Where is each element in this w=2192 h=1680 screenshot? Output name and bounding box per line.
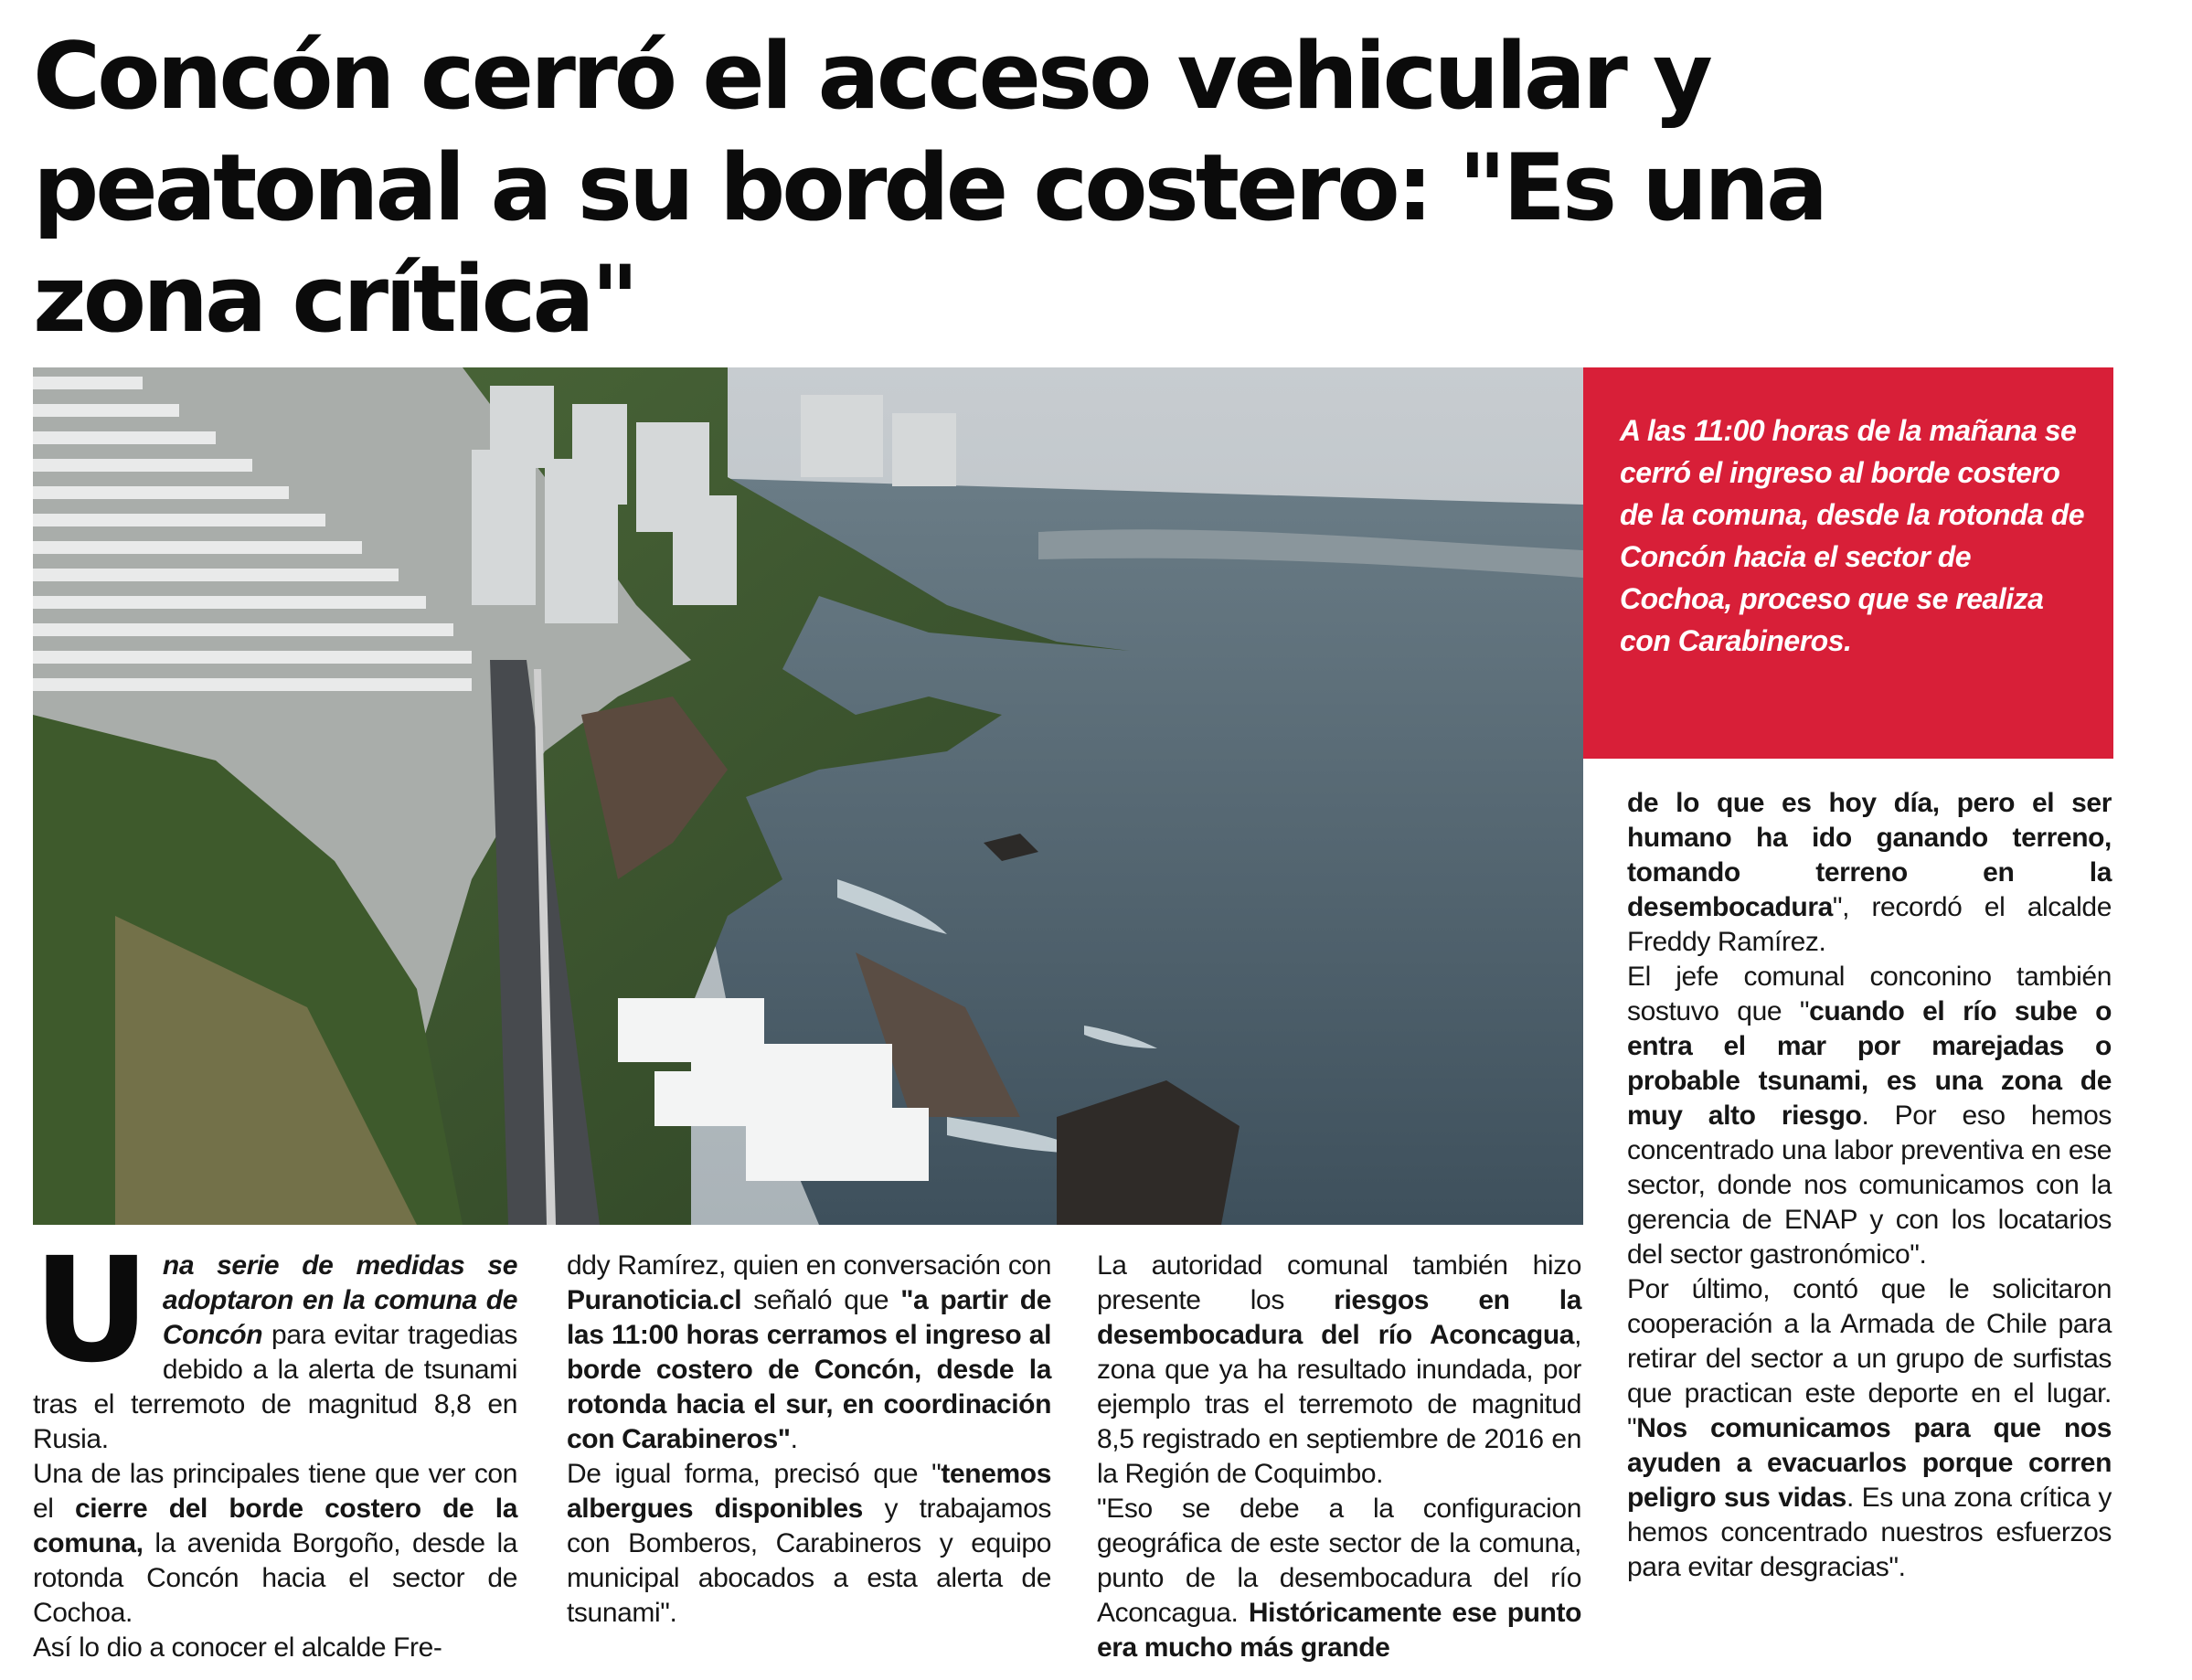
text-run: señaló que bbox=[741, 1285, 901, 1315]
coastal-photo-icon bbox=[33, 367, 1583, 1225]
bold-phrase: cuando el río sube o entra el mar por marejadas o probable tsunami, es una zona de muy alto riesgo bbox=[1627, 996, 2112, 1131]
bold-phrase: Nos comunicamos para que nos ayuden a evacuarlos porque corren peligro sus vidas bbox=[1627, 1413, 2112, 1513]
paragraph bbox=[33, 1631, 517, 1665]
paragraph bbox=[1097, 1492, 1581, 1665]
highlight-box bbox=[1583, 367, 2113, 759]
highlight-text: A las 11:00 horas de la mañana se cerró el ingreso al borde costero de la comuna, desde la rotonda de Concón hacia el sector de Cochoa, proceso que se realiza con Carabineros. bbox=[1620, 414, 2085, 657]
paragraph bbox=[33, 1457, 517, 1631]
column-4 bbox=[1627, 786, 2112, 1585]
headline: Concón cerró el acceso vehicular y peatonal a su borde costero: "Es una zona crítica" bbox=[33, 22, 1825, 353]
column-1 bbox=[33, 1227, 517, 1665]
column-2 bbox=[567, 1249, 1051, 1631]
text-run: El jefe comunal conconino también sostuvo que " bbox=[1627, 962, 2112, 1026]
text-run: y trabajamos con Bomberos, Carabineros y equipo municipal abocados a esta alerta de tsunami". bbox=[567, 1494, 1051, 1628]
text-run: la avenida Borgoño, desde la rotonda Concón hacia el sector de Cochoa. bbox=[33, 1528, 517, 1628]
paragraph bbox=[567, 1457, 1051, 1631]
paragraph bbox=[567, 1249, 1051, 1457]
text-run: para evitar tragedias debido a la alerta de tsunami tras el terremoto de magnitud 8,8 en Rusia. bbox=[33, 1320, 517, 1454]
bold-phrase: de lo que es hoy día, pero el ser humano ha ido ganando terreno, tomando terreno en la desembocadura bbox=[1627, 788, 2112, 922]
paragraph bbox=[1627, 960, 2112, 1272]
coastal-photo bbox=[33, 367, 1583, 1225]
bold-phrase: cierre del borde costero de la comuna, bbox=[33, 1494, 517, 1558]
text-run: ddy Ramírez, quien en conversación con bbox=[567, 1250, 1051, 1281]
bold-phrase: Puranoticia.cl bbox=[567, 1285, 742, 1315]
text-run: La autoridad comunal también hizo presente los bbox=[1097, 1250, 1581, 1315]
text-run: "Eso se debe a la configuracion geográfica de este sector de la comuna, punto de la desembocadura del río Aconcagua. bbox=[1097, 1494, 1581, 1628]
paragraph bbox=[1627, 1272, 2112, 1585]
column-3 bbox=[1097, 1249, 1581, 1665]
text-run: . bbox=[790, 1424, 798, 1454]
bold-phrase: tenemos albergues disponibles bbox=[567, 1459, 1051, 1524]
bold-phrase: na serie de medidas se adoptaron en la comuna de Concón bbox=[162, 1250, 517, 1350]
text-run: ", recordó el alcalde Freddy Ramírez. bbox=[1627, 892, 2112, 957]
text-run: Por último, contó que le solicitaron cooperación a la Armada de Chile para retirar del sector a un grupo de surfistas que practican este deporte en el lugar. " bbox=[1627, 1274, 2112, 1443]
paragraph bbox=[1627, 786, 2112, 960]
bold-phrase: Históricamente ese punto era mucho más grande bbox=[1097, 1598, 1581, 1663]
text-run: , zona que ya ha resultado inundada, por ejemplo tras el terremoto de magnitud 8,5 registrado en septiembre de 2016 en la Región de Coquimbo. bbox=[1097, 1320, 1581, 1489]
text-run: Una de las principales tiene que ver con el bbox=[33, 1459, 517, 1524]
text-run: . Es una zona crítica y hemos concentrado nuestros esfuerzos para evitar desgracias". bbox=[1627, 1483, 2112, 1582]
paragraph bbox=[1097, 1249, 1581, 1492]
bold-phrase: riesgos en la desembocadura del río Aconcagua bbox=[1097, 1285, 1581, 1350]
paragraph bbox=[33, 1227, 517, 1457]
bold-phrase: "a partir de las 11:00 horas cerramos el ingreso al borde costero de Concón, desde la rotonda hacia el sur, en coordinación con Carabineros" bbox=[567, 1285, 1051, 1454]
text-run: Así lo dio a conocer el alcalde Fre- bbox=[33, 1632, 442, 1663]
text-run: . Por eso hemos concentrado una labor preventiva en ese sector, donde nos comunicamos con la gerencia de ENAP y con los locatarios del sector gastronómico". bbox=[1627, 1101, 2112, 1270]
text-run: De igual forma, precisó que " bbox=[567, 1459, 942, 1489]
drop-cap: U bbox=[33, 1227, 150, 1395]
